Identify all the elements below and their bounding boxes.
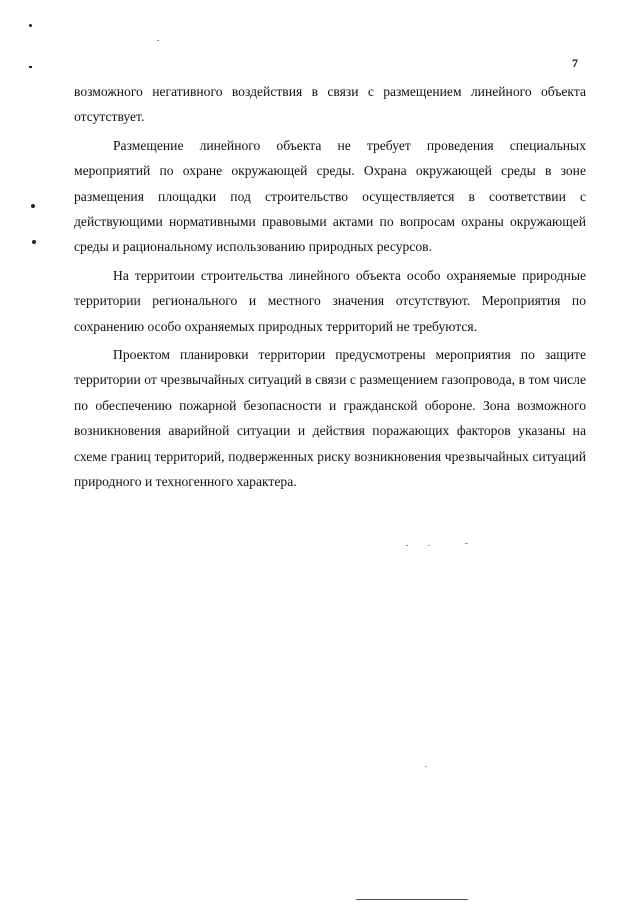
scan-mark [157, 40, 159, 41]
scan-mark [32, 240, 36, 244]
scan-mark [406, 545, 408, 546]
paragraph: возможного негативного воздействия в связи с размещением линейного объекта отсутствует. [74, 84, 586, 125]
scan-mark [425, 766, 427, 767]
footer-rule [356, 899, 468, 900]
scan-mark [29, 24, 32, 27]
page-number: 7 [572, 56, 578, 70]
scan-mark [29, 66, 32, 68]
document-body [74, 79, 586, 495]
scan-mark [428, 545, 430, 546]
paragraph: Размещение линейного объекта не требует проведения специальных мероприятий по охране окружающей среды. Охрана окружающей среды в зоне размещения площадки под строительство осуществляется в соответствии с действующими нормативными правовыми актами по вопросам охраны окружающей среды и рациональному использованию природных ресурсов. [74, 137, 586, 255]
paragraph: Проектом планировки территории предусмотрены мероприятия по защите территории от чрезвычайных ситуаций в связи с размещением газопровода, в том числе по обеспечению пожарной безопасности и гражданской обороне. Зона возможного возникновения аварийной ситуации и действия поражающих факторов указаны на схеме границ территорий, подверженных риску возникновения чрезвычайных ситуаций природного и техногенного характера. [74, 347, 586, 490]
scan-mark [465, 543, 468, 544]
scan-mark [31, 204, 35, 208]
paragraph: На территоии строительства линейного объекта особо охраняемые природные территории регионального и местного значения отсутствуют. Мероприятия по сохранению особо охраняемых природных территорий не требуются. [74, 267, 586, 334]
